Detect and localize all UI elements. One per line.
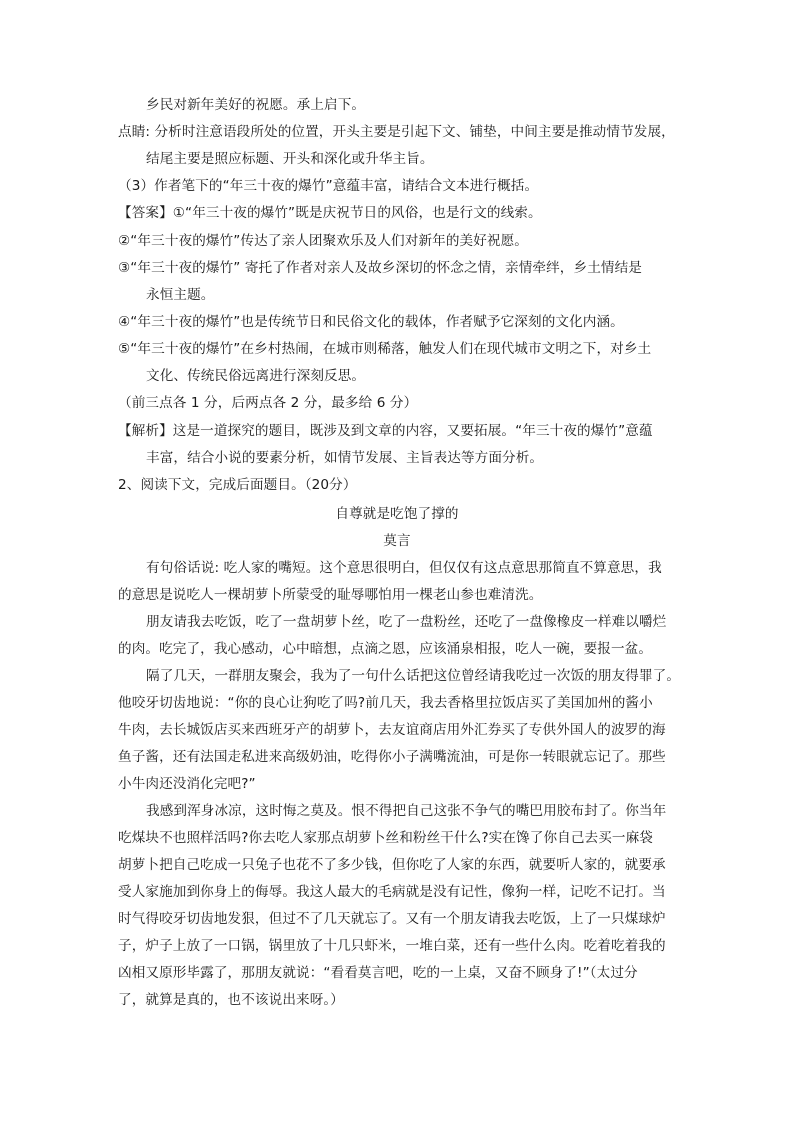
paragraph-line: 他咬牙切齿地说：“你的良心让狗吃了吗?前几天，我去香格里拉饭店买了美国加州的酱小 xyxy=(118,695,653,711)
paragraph-line: 吃煤块不也照样活吗?你去吃人家那点胡萝卜丝和粉丝干什么?实在馋了你自己去买一麻袋 xyxy=(118,830,653,846)
paragraph-line: 鱼子酱，还有法国走私进来高级奶油，吃得你小子满嘴流油，可是你一转眼就忘记了。那些 xyxy=(118,749,666,765)
paragraph-line: 的肉。吃完了，我心感动，心中暗想，点滴之恩，应该涌泉相报，吃人一碗，要报一盆。 xyxy=(118,641,653,657)
text-line: 丰富，结合小说的要素分析，如情节发展、主旨表达等方面分析。 xyxy=(146,450,544,466)
question-line: （3）作者笔下的“年三十夜的爆竹”意蕴丰富，请结合文本进行概括。 xyxy=(118,178,539,194)
question-line: 2、阅读下文，完成后面题目。（20分） xyxy=(118,477,357,493)
answer-point: ③“年三十夜的爆竹” 寄托了作者对亲人及故乡深切的怀念之情，亲情牵绊，乡土情结是 xyxy=(118,260,642,276)
article-author: 莫言 xyxy=(383,533,411,549)
paragraph-line: 胡萝卜把自己吃成一只兔子也花不了多少钱，但你吃了人家的东西，就要听人家的，就要承 xyxy=(118,857,666,873)
hint-line: 点睛: 分析时注意语段所处的位置，开头主要是引起下文、铺垫，中间主要是推动情节发展， xyxy=(118,124,675,140)
paragraph-line: 小牛肉还没消化完吧?” xyxy=(118,776,256,792)
text-line: 永恒主题。 xyxy=(146,287,215,303)
paragraph-line: 我感到浑身冰凉，这时悔之莫及。恨不得把自己这张不争气的嘴巴用胶布封了。你当年 xyxy=(146,803,667,819)
paragraph-line: 受人家施加到你身上的侮辱。我这人最大的毛病就是没有记性，像狗一样，记吃不记打。当 xyxy=(118,884,666,900)
text-line: 文化、传统民俗远离进行深刻反思。 xyxy=(146,368,366,384)
answer-point: ⑤“年三十夜的爆竹”在乡村热闹，在城市则稀落，触发人们在现代城市文明之下，对乡土 xyxy=(118,341,652,357)
answer-point: ②“年三十夜的爆竹”传达了亲人团聚欢乐及人们对新年的美好祝愿。 xyxy=(118,233,528,249)
text-line: 乡民对新年美好的祝愿。承上启下。 xyxy=(146,97,366,113)
paragraph-line: 有句俗话说: 吃人家的嘴短。这个意思很明白，但仅仅有这点意思那简直不算意思，我 xyxy=(146,560,662,576)
paragraph-line: 朋友请我去吃饭，吃了一盘胡萝卜丝，吃了一盘粉丝，还吃了一盘像橡皮一样难以嚼烂 xyxy=(146,614,667,630)
paragraph-line: 凶相又原形毕露了，那朋友就说：“看看莫言吧，吃的一上桌，又奋不顾身了!”（太过分 xyxy=(118,965,638,981)
analysis-line: 【解析】这是一道探究的题目，既涉及到文章的内容，又要拓展。“年三十夜的爆竹”意蕴 xyxy=(118,423,653,439)
scoring-note: （前三点各 1 分，后两点各 2 分，最多给 6 分） xyxy=(118,395,418,411)
article-title: 自尊就是吃饱了撑的 xyxy=(335,506,459,522)
paragraph-line: 隔了几天，一群朋友聚会，我为了一句什么话把这位曾经请我吃过一次饭的朋友得罪了。 xyxy=(146,668,681,684)
answer-line: 【答案】①“年三十夜的爆竹”既是庆祝节日的风俗，也是行文的线索。 xyxy=(118,205,542,221)
text-line: 结尾主要是照应标题、开头和深化或升华主旨。 xyxy=(146,151,434,167)
paragraph-line: 的意思是说吃人一棵胡萝卜所蒙受的耻辱哪怕用一棵老山参也难清洗。 xyxy=(118,587,543,603)
paragraph-line: 子，炉子上放了一口锅，锅里放了十几只虾米，一堆白菜，还有一些什么肉。吃着吃着我的 xyxy=(118,938,666,954)
paragraph-line: 时气得咬牙切齿地发狠，但过不了几天就忘了。又有一个朋友请我去吃饭，上了一只煤球炉 xyxy=(118,911,666,927)
paragraph-line: 牛肉，去长城饭店买来西班牙产的胡萝卜，去友谊商店用外汇券买了专供外国人的波罗的海 xyxy=(118,722,666,738)
answer-point: ④“年三十夜的爆竹”也是传统节日和民俗文化的载体，作者赋予它深刻的文化内涵。 xyxy=(118,314,624,330)
paragraph-line: 了，就算是真的，也不该说出来呀。） xyxy=(118,992,344,1008)
